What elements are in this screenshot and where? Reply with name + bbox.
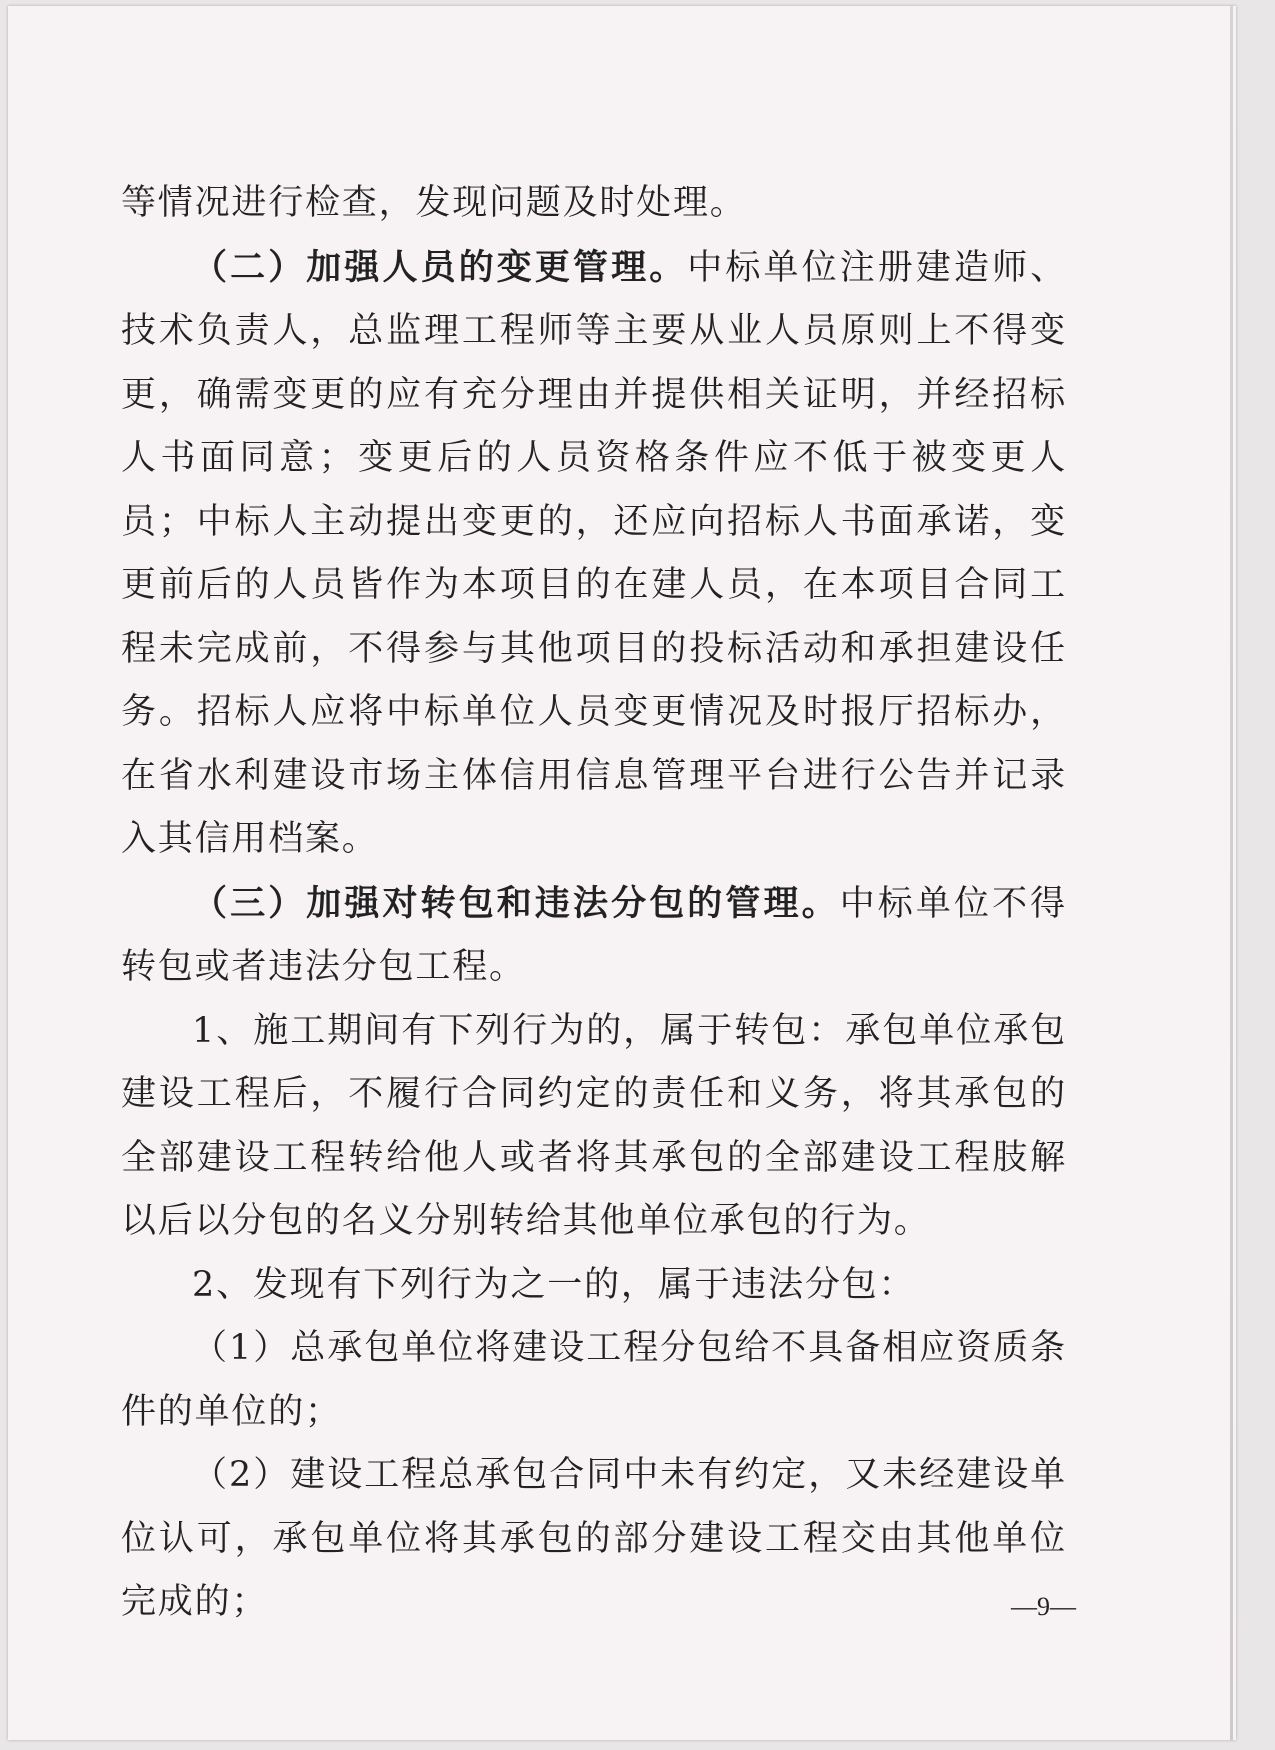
section-heading-2: （二）加强人员的变更管理。 — [192, 246, 688, 288]
paragraph-1 — [121, 236, 1067, 872]
page-edge-divider — [1230, 6, 1233, 1740]
page-number: —9— — [1011, 1592, 1076, 1621]
document-body — [121, 172, 1067, 1635]
paragraph-1-text: 中标单位注册建造师、技术负责人，总监理工程师等主要从业人员原则上不得变更，确需变更的应有充分理由并提供相关证明，并经招标人书面同意；变更后的人员资格条件应不低于被变更人员；中标人主动提出变更的，还应向招标人书面承诺，变更前后的人员皆作为本项目的在建人员，在本项目合同工程未完成前，不得参与其他项目的投标活动和承担建设任务。招标人应将中标单位人员变更情况及时报厅招标办，在省水利建设市场主体信用信息管理平台进行公告并记录入其信用档案。 — [121, 247, 1067, 859]
paragraph-3-text: 1、施工期间有下列行为的，属于转包：承包单位承包建设工程后，不履行合同约定的责任和义务，将其承包的全部建设工程转给他人或者将其承包的全部建设工程肢解以后以分包的名义分别转给其他单位承包的行为。 — [121, 1010, 1067, 1241]
document-page — [8, 6, 1236, 1740]
paragraph-2-text: 中标单位不得转包或者违法分包工程。 — [121, 883, 1067, 987]
paragraph-4 — [121, 1254, 1067, 1318]
paragraph-6-text: （2）建设工程总承包合同中未有约定，又未经建设单位认可，承包单位将其承包的部分建设工程交由其他单位完成的； — [121, 1455, 1067, 1622]
paragraph-5 — [121, 1317, 1067, 1444]
paragraph-0 — [121, 172, 1067, 236]
paragraph-3 — [121, 1000, 1067, 1254]
paragraph-4-text: 2、发现有下列行为之一的，属于违法分包： — [192, 1264, 916, 1305]
paragraph-0-text: 等情况进行检查，发现问题及时处理。 — [121, 183, 747, 223]
paragraph-5-text: （1）总承包单位将建设工程分包给不具备相应资质条件的单位的； — [121, 1328, 1067, 1432]
paragraph-2 — [121, 872, 1067, 1000]
section-heading-3: （三）加强对转包和违法分包的管理。 — [192, 882, 840, 924]
paragraph-6 — [121, 1444, 1067, 1635]
